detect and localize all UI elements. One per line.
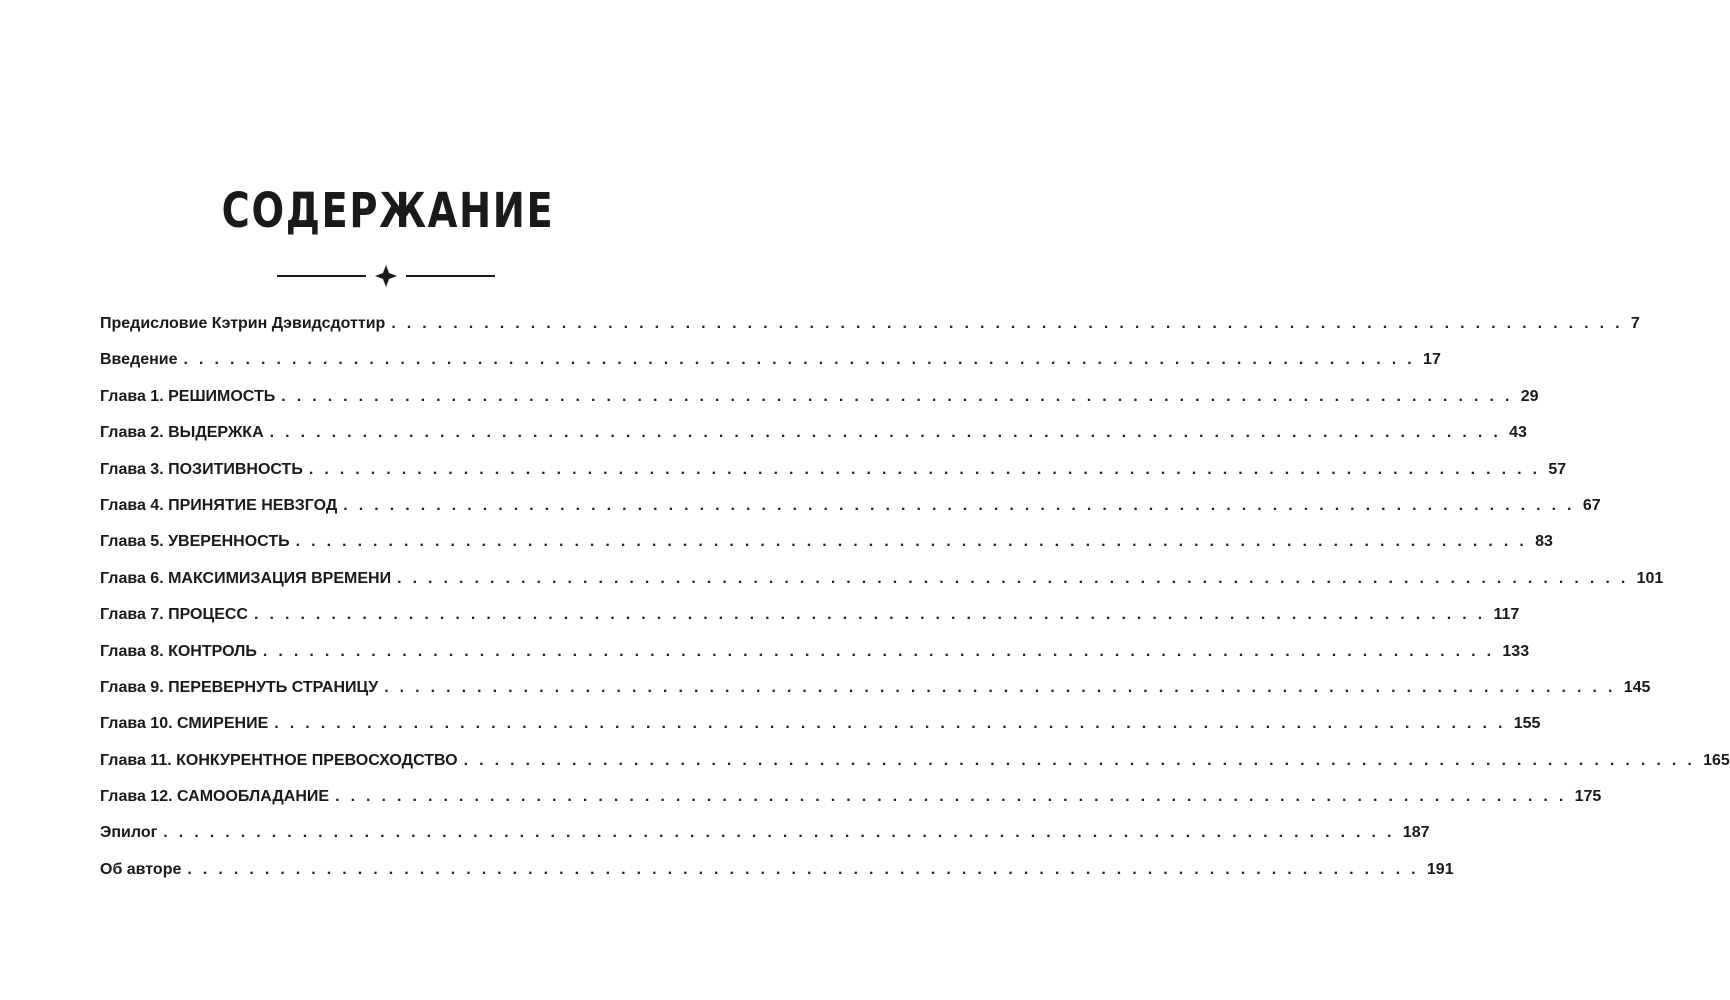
table-of-contents <box>100 306 1730 888</box>
toc-entry-title: Глава 5. УВЕРЕННОСТЬ <box>100 533 290 551</box>
toc-entry[interactable] <box>100 779 1602 815</box>
toc-entry-title: Глава 10. СМИРЕНИЕ <box>100 715 269 733</box>
toc-entry-page-number: 165 <box>1703 751 1730 769</box>
toc-entry[interactable] <box>100 488 1601 524</box>
toc-entry-title: Глава 11. КОНКУРЕНТНОЕ ПРЕВОСХОДСТВО <box>100 751 458 769</box>
toc-entry-page-number: 67 <box>1582 496 1601 514</box>
toc-dot-leader: . . . . . . . . . . . . . . . . . . . . . . . . . . . . . . . . . . . . . . . . . . . . . . . . . . . . . . . . . . . . . . . . . . . . . . . . . . . . . . . . <box>397 569 1629 587</box>
toc-dot-leader: . . . . . . . . . . . . . . . . . . . . . . . . . . . . . . . . . . . . . . . . . . . . . . . . . . . . . . . . . . . . . . . . . . . . . . . . . . . . . . . . <box>308 460 1541 478</box>
toc-entry-page-number: 57 <box>1548 460 1567 478</box>
toc-entry-page-number: 17 <box>1423 351 1441 369</box>
toc-dot-leader: . . . . . . . . . . . . . . . . . . . . . . . . . . . . . . . . . . . . . . . . . . . . . . . . . . . . . . . . . . . . . . . . . . . . . . . . . . . . . . . . <box>187 860 1419 878</box>
toc-entry[interactable] <box>100 634 1530 670</box>
toc-entry-title: Глава 8. КОНТРОЛЬ <box>100 642 257 660</box>
toc-entry[interactable] <box>100 597 1520 633</box>
toc-entry[interactable] <box>100 706 1541 742</box>
toc-dot-leader: . . . . . . . . . . . . . . . . . . . . . . . . . . . . . . . . . . . . . . . . . . . . . . . . . . . . . . . . . . . . . . . . . . . . . . . . . . . . . . . . <box>463 751 1696 769</box>
toc-entry[interactable] <box>100 524 1553 560</box>
toc-entry-page-number: 145 <box>1623 678 1651 696</box>
toc-entry-page-number: 117 <box>1493 606 1520 624</box>
toc-entry[interactable] <box>100 852 1454 888</box>
toc-dot-leader: . . . . . . . . . . . . . . . . . . . . . . . . . . . . . . . . . . . . . . . . . . . . . . . . . . . . . . . . . . . . . . . . . . . . . . . . . . . . . . . . <box>274 715 1506 733</box>
toc-entry-page-number: 133 <box>1502 642 1530 660</box>
toc-entry[interactable] <box>100 743 1730 779</box>
toc-entry-title: Предисловие Кэтрин Дэвидсдоттир <box>100 315 386 332</box>
toc-entry-page-number: 101 <box>1636 569 1664 587</box>
toc-dot-leader: . . . . . . . . . . . . . . . . . . . . . . . . . . . . . . . . . . . . . . . . . . . . . . . . . . . . . . . . . . . . . . . . . . . . . . . . . . . . . . . . <box>253 606 1486 624</box>
title-ornament <box>277 264 495 288</box>
toc-entry[interactable] <box>100 342 1441 378</box>
toc-entry-title: Эпилог <box>100 824 158 842</box>
toc-entry[interactable] <box>100 452 1567 488</box>
toc-entry-page-number: 43 <box>1509 424 1527 442</box>
toc-entry-title: Глава 12. САМООБЛАДАНИЕ <box>100 788 330 806</box>
toc-dot-leader: . . . . . . . . . . . . . . . . . . . . . . . . . . . . . . . . . . . . . . . . . . . . . . . . . . . . . . . . . . . . . . . . . . . . . . . . . . . . . . . . <box>281 387 1513 405</box>
toc-entry-page-number: 83 <box>1535 533 1553 551</box>
toc-dot-leader: . . . . . . . . . . . . . . . . . . . . . . . . . . . . . . . . . . . . . . . . . . . . . . . . . . . . . . . . . . . . . . . . . . . . . . . . . . . . . . . . <box>295 533 1528 551</box>
toc-dot-leader: . . . . . . . . . . . . . . . . . . . . . . . . . . . . . . . . . . . . . . . . . . . . . . . . . . . . . . . . . . . . . . . . . . . . . . . . . . . . . . . . <box>335 788 1567 806</box>
toc-dot-leader: . . . . . . . . . . . . . . . . . . . . . . . . . . . . . . . . . . . . . . . . . . . . . . . . . . . . . . . . . . . . . . . . . . . . . . . . . . . . . . . . <box>163 824 1395 842</box>
toc-entry-title: Глава 9. ПЕРЕВЕРНУТЬ СТРАНИЦУ <box>100 678 379 696</box>
toc-entry[interactable] <box>100 561 1664 597</box>
toc-dot-leader: . . . . . . . . . . . . . . . . . . . . . . . . . . . . . . . . . . . . . . . . . . . . . . . . . . . . . . . . . . . . . . . . . . . . . . . . . . . . . . . . <box>391 315 1623 332</box>
toc-entry-title: Глава 1. РЕШИМОСТЬ <box>100 387 276 405</box>
toc-entry-title: Глава 6. МАКСИМИЗАЦИЯ ВРЕМЕНИ <box>100 569 392 587</box>
toc-entry-page-number: 7 <box>1630 315 1640 332</box>
toc-entry-page-number: 191 <box>1426 860 1454 878</box>
toc-entry-page-number: 29 <box>1520 387 1539 405</box>
toc-dot-leader: . . . . . . . . . . . . . . . . . . . . . . . . . . . . . . . . . . . . . . . . . . . . . . . . . . . . . . . . . . . . . . . . . . . . . . . . . . . . . . . . <box>269 424 1502 442</box>
page-title: СОДЕРЖАНИЕ <box>221 183 555 239</box>
toc-entry-title: Глава 7. ПРОЦЕСС <box>100 606 248 624</box>
four-point-star-icon <box>375 265 397 287</box>
toc-entry-title: Глава 4. ПРИНЯТИЕ НЕВЗГОД <box>100 496 338 514</box>
toc-entry-page-number: 175 <box>1574 788 1602 806</box>
toc-entry[interactable] <box>100 670 1651 706</box>
toc-entry-title: Глава 3. ПОЗИТИВНОСТЬ <box>100 460 303 478</box>
toc-entry-page-number: 187 <box>1402 824 1430 842</box>
toc-entry-page-number: 155 <box>1513 715 1541 733</box>
toc-dot-leader: . . . . . . . . . . . . . . . . . . . . . . . . . . . . . . . . . . . . . . . . . . . . . . . . . . . . . . . . . . . . . . . . . . . . . . . . . . . . . . . . <box>384 678 1616 696</box>
toc-entry[interactable] <box>100 306 1640 342</box>
toc-entry[interactable] <box>100 379 1539 415</box>
toc-dot-leader: . . . . . . . . . . . . . . . . . . . . . . . . . . . . . . . . . . . . . . . . . . . . . . . . . . . . . . . . . . . . . . . . . . . . . . . . . . . . . . . . <box>183 351 1416 369</box>
toc-entry[interactable] <box>100 815 1430 851</box>
toc-entry-title: Введение <box>100 351 178 369</box>
toc-entry[interactable] <box>100 415 1527 451</box>
toc-entry-title: Глава 2. ВЫДЕРЖКА <box>100 424 264 442</box>
toc-dot-leader: . . . . . . . . . . . . . . . . . . . . . . . . . . . . . . . . . . . . . . . . . . . . . . . . . . . . . . . . . . . . . . . . . . . . . . . . . . . . . . . . <box>343 496 1575 514</box>
toc-entry-title: Об авторе <box>100 860 182 878</box>
toc-dot-leader: . . . . . . . . . . . . . . . . . . . . . . . . . . . . . . . . . . . . . . . . . . . . . . . . . . . . . . . . . . . . . . . . . . . . . . . . . . . . . . . . <box>262 642 1495 660</box>
